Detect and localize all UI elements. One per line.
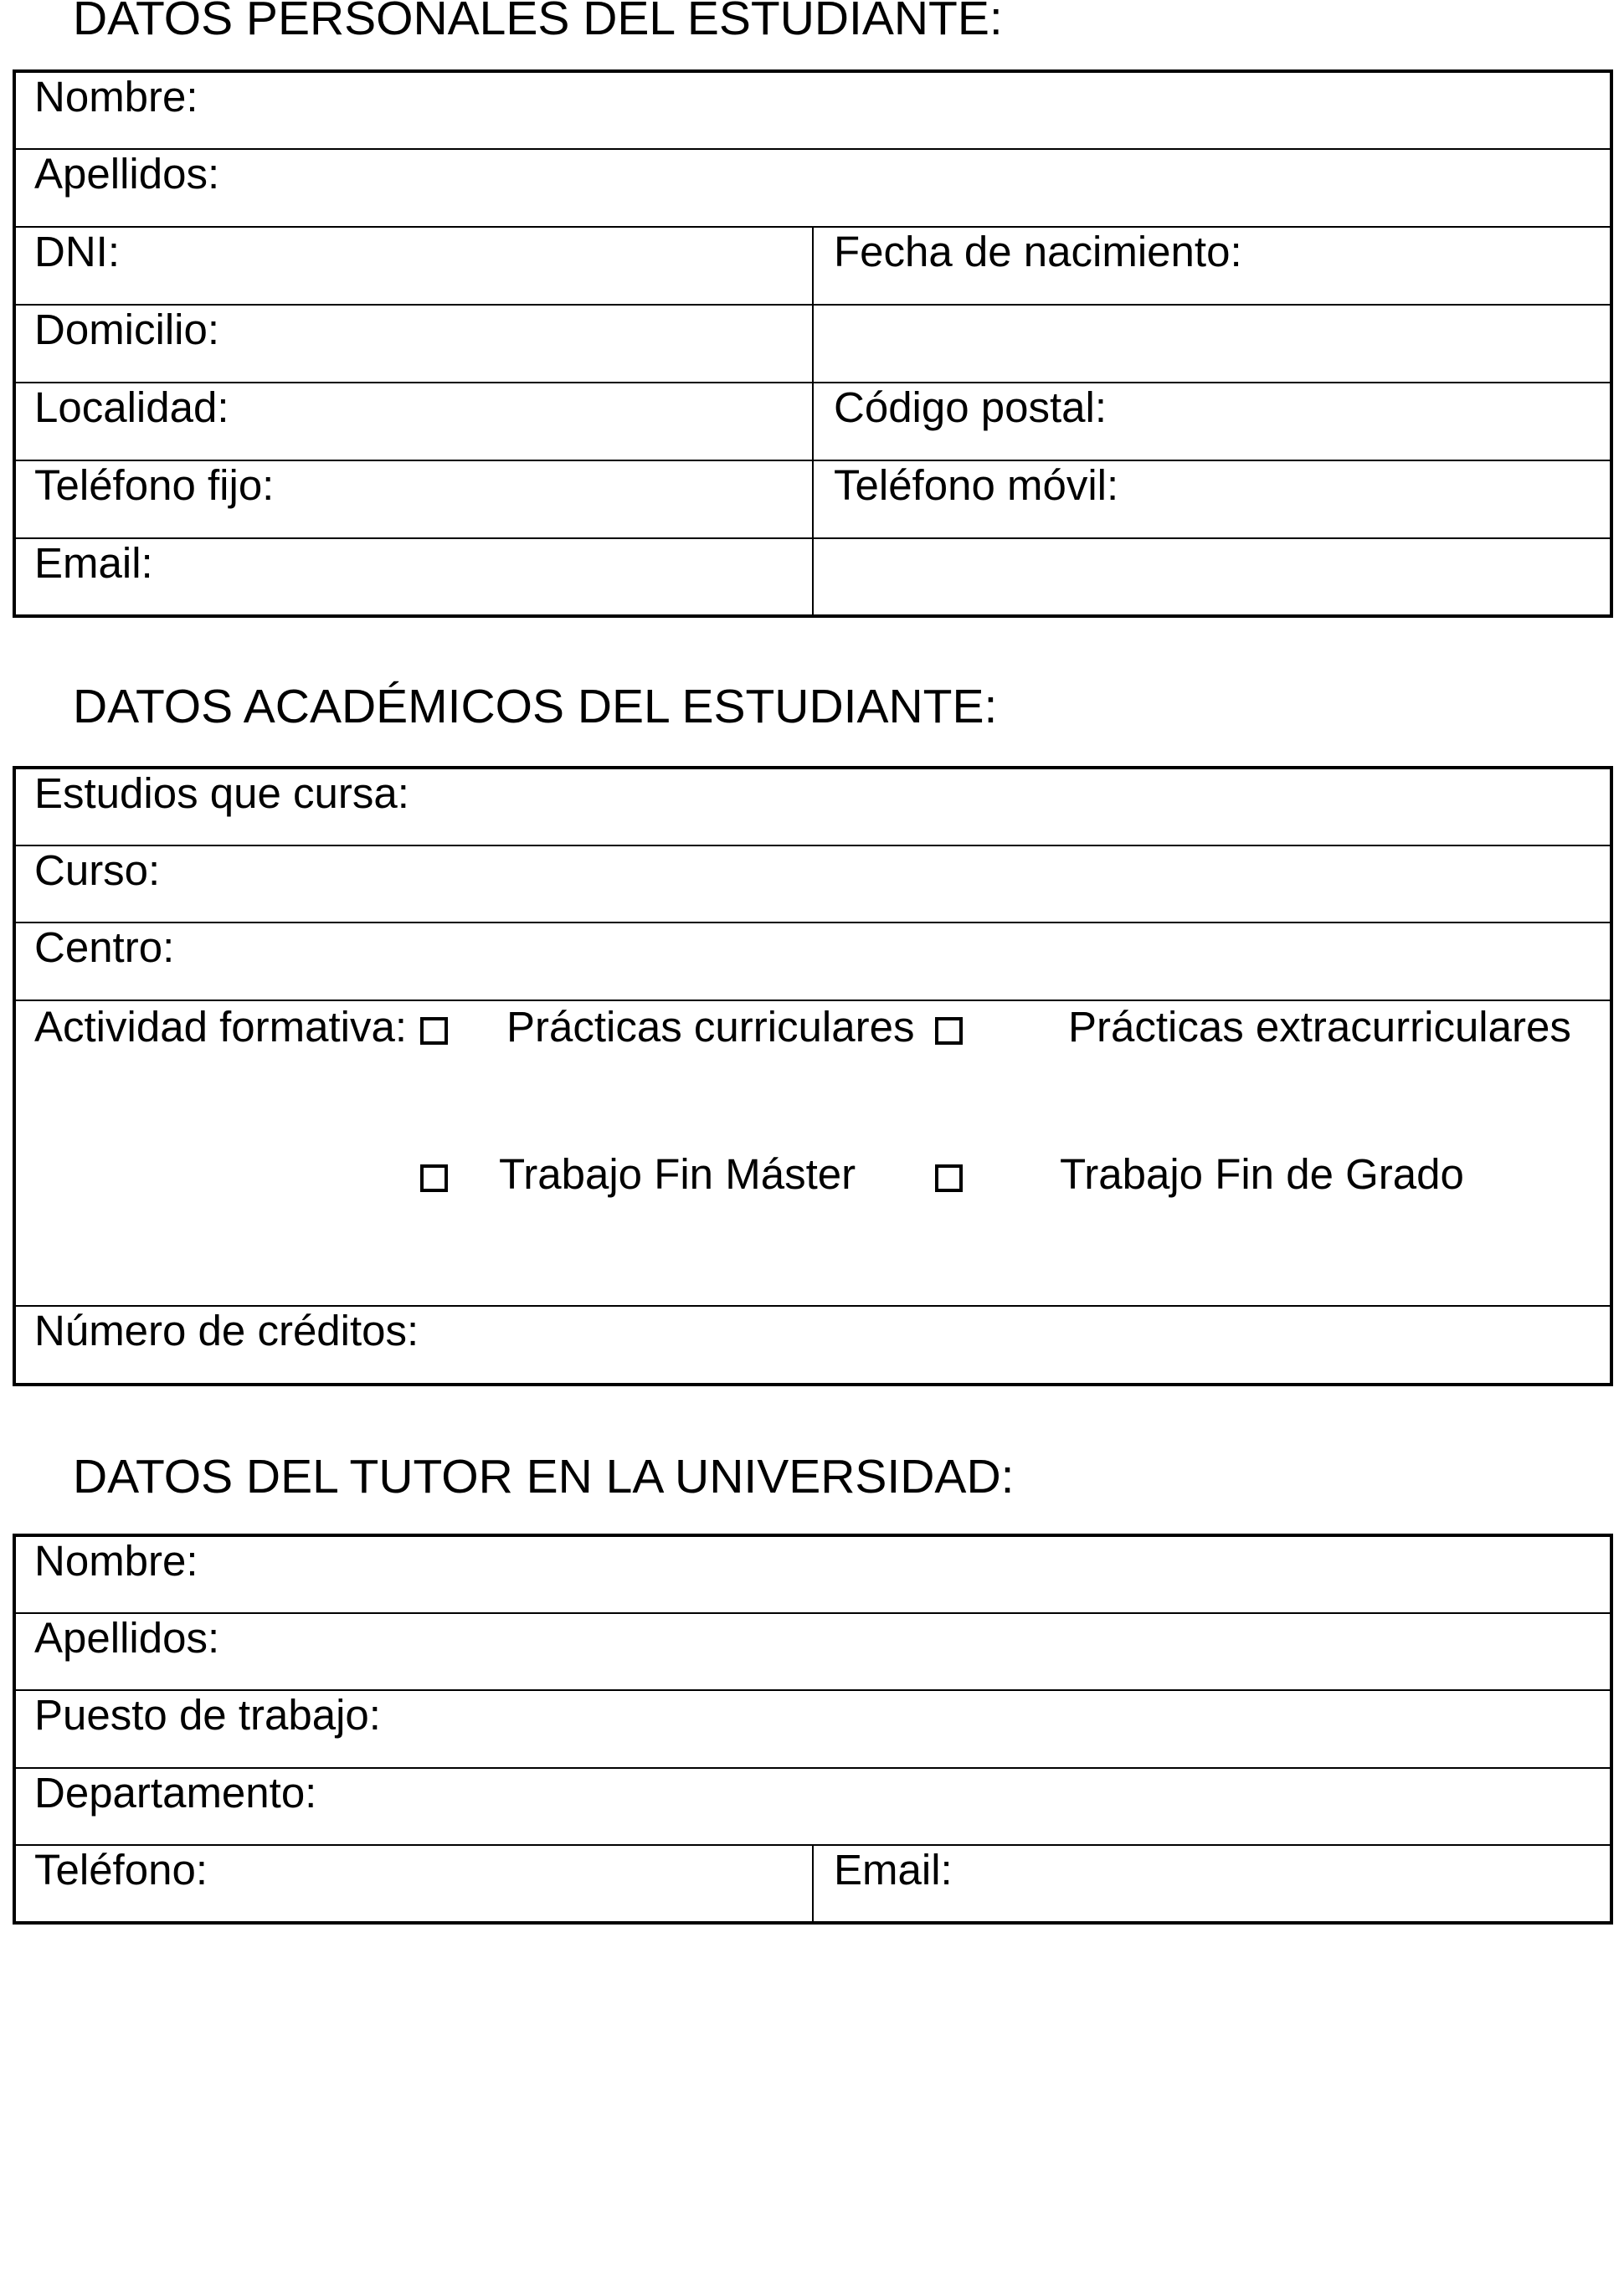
tutor-apellidos-field-cell[interactable]	[14, 1613, 1611, 1690]
table-row	[14, 1768, 1611, 1845]
nombre-field-cell[interactable]	[14, 71, 1611, 149]
telefono-fijo-label: Teléfono fijo:	[34, 461, 275, 509]
dni-field-cell[interactable]	[14, 227, 813, 305]
tutor-apellidos-label: Apellidos:	[34, 1614, 220, 1662]
centro-label: Centro:	[34, 923, 175, 971]
email-field-cell[interactable]	[14, 538, 813, 616]
checkbox-trabajo-fin-master-icon[interactable]	[420, 1164, 448, 1192]
numero-creditos-label: Número de créditos:	[34, 1307, 419, 1354]
table-row	[14, 1613, 1611, 1690]
email-empty-cell[interactable]	[813, 538, 1611, 616]
checkbox-practicas-curriculares-icon[interactable]	[420, 1017, 448, 1045]
tutor-email-field-cell[interactable]	[813, 1845, 1611, 1923]
table-row	[14, 923, 1611, 1000]
actividad-formativa-cell[interactable]	[14, 1000, 1611, 1306]
fecha-nacimiento-label: Fecha de nacimiento:	[834, 228, 1242, 275]
apellidos-label: Apellidos:	[34, 150, 220, 198]
departamento-label: Departamento:	[34, 1769, 317, 1817]
centro-field-cell[interactable]	[14, 923, 1611, 1000]
codigo-postal-field-cell[interactable]	[813, 383, 1611, 460]
table-row	[14, 227, 1611, 305]
personal-table	[13, 69, 1613, 618]
table-row	[14, 1535, 1611, 1613]
table-row	[14, 383, 1611, 460]
telefono-fijo-field-cell[interactable]	[14, 460, 813, 538]
departamento-field-cell[interactable]	[14, 1768, 1611, 1845]
email-label: Email:	[34, 539, 153, 587]
estudios-label: Estudios que cursa:	[34, 769, 409, 817]
table-row	[14, 768, 1611, 845]
localidad-label: Localidad:	[34, 383, 229, 431]
table-row	[14, 1306, 1611, 1385]
table-row	[14, 1845, 1611, 1923]
section-title-academic: DATOS ACADÉMICOS DEL ESTUDIANTE:	[73, 680, 998, 733]
localidad-field-cell[interactable]	[14, 383, 813, 460]
table-row	[14, 538, 1611, 616]
actividad-formativa-label: Actividad formativa:	[34, 1003, 408, 1051]
section-title-tutor: DATOS DEL TUTOR EN LA UNIVERSIDAD:	[73, 1450, 1015, 1503]
dni-label: DNI:	[34, 228, 120, 275]
numero-creditos-field-cell[interactable]	[14, 1306, 1611, 1385]
tutor-nombre-field-cell[interactable]	[14, 1535, 1611, 1613]
curso-field-cell[interactable]	[14, 845, 1611, 923]
trabajo-fin-master-label: Trabajo Fin Máster	[499, 1150, 856, 1198]
table-row	[14, 1690, 1611, 1768]
table-row	[14, 305, 1611, 383]
tutor-nombre-label: Nombre:	[34, 1537, 198, 1585]
domicilio-empty-cell[interactable]	[813, 305, 1611, 383]
telefono-movil-label: Teléfono móvil:	[834, 461, 1119, 509]
puesto-trabajo-field-cell[interactable]	[14, 1690, 1611, 1768]
domicilio-field-cell[interactable]	[14, 305, 813, 383]
tutor-table	[13, 1534, 1613, 1925]
codigo-postal-label: Código postal:	[834, 383, 1108, 431]
practicas-extracurriculares-label: Prácticas extracurriculares	[1068, 1003, 1571, 1051]
table-row	[14, 71, 1611, 149]
tutor-telefono-field-cell[interactable]	[14, 1845, 813, 1923]
table-row	[14, 845, 1611, 923]
academic-table	[13, 766, 1613, 1386]
estudios-field-cell[interactable]	[14, 768, 1611, 845]
table-row	[14, 460, 1611, 538]
table-row	[14, 1000, 1611, 1306]
table-row	[14, 149, 1611, 227]
tutor-email-label: Email:	[834, 1846, 953, 1894]
practicas-curriculares-label: Prácticas curriculares	[506, 1003, 915, 1051]
fecha-nacimiento-field-cell[interactable]	[813, 227, 1611, 305]
tutor-telefono-label: Teléfono:	[34, 1846, 208, 1894]
telefono-movil-field-cell[interactable]	[813, 460, 1611, 538]
domicilio-label: Domicilio:	[34, 306, 220, 353]
apellidos-field-cell[interactable]	[14, 149, 1611, 227]
puesto-trabajo-label: Puesto de trabajo:	[34, 1691, 381, 1739]
section-title-personal: DATOS PERSONALES DEL ESTUDIANTE:	[73, 0, 1003, 45]
checkbox-practicas-extracurriculares-icon[interactable]	[935, 1017, 963, 1045]
checkbox-trabajo-fin-grado-icon[interactable]	[935, 1164, 963, 1192]
curso-label: Curso:	[34, 846, 161, 894]
nombre-label: Nombre:	[34, 73, 198, 121]
trabajo-fin-grado-label: Trabajo Fin de Grado	[1060, 1150, 1464, 1198]
